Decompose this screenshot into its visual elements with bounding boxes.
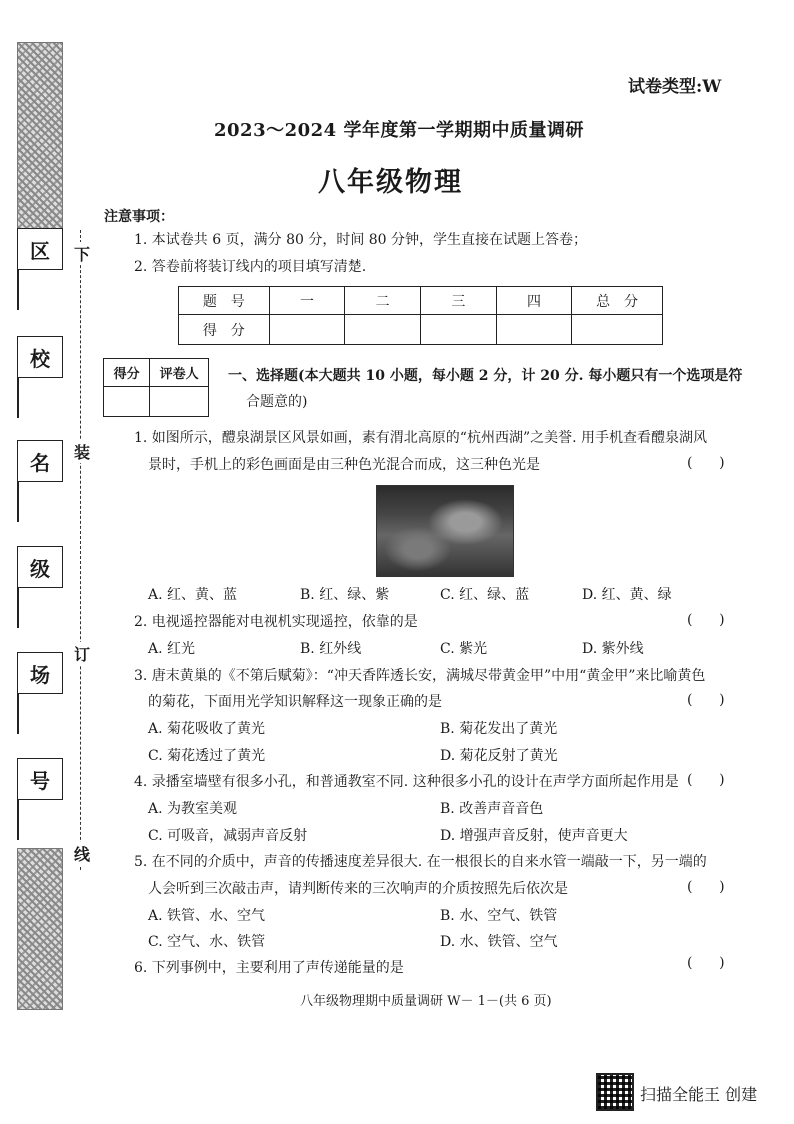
scanner-watermark: 扫描全能王 创建 (640, 1085, 758, 1104)
binding-word-order: 订 (72, 642, 92, 665)
q3-option-c: C. 菊花透过了黄光 (148, 748, 266, 764)
page-title: 八年级物理 (318, 167, 463, 198)
answer-blank-5[interactable]: ( ) (687, 879, 725, 895)
score-table-header: 三 (420, 287, 496, 315)
paper-type: 试卷类型:W (628, 77, 722, 97)
binding-word-line: 线 (72, 842, 92, 865)
q3-option-b: B. 菊花发出了黄光 (440, 721, 558, 737)
binding-label-class: 级 (17, 546, 63, 588)
question-1-text: 景时，手机上的彩色画面是由三种色光混合而成，这三种色光是 (148, 457, 540, 473)
answer-blank-6[interactable]: ( ) (687, 955, 725, 971)
score-table-header: 二 (345, 287, 421, 315)
question-3-text: 3. 唐末黄巢的《不第后赋菊》：“冲天香阵透长安，满城尽带黄金甲”中用“黄金甲”来比喻黄色 (134, 668, 706, 684)
q2-option-b: B. 红外线 (300, 641, 362, 657)
grader-name-label: 评卷人 (150, 359, 209, 387)
binding-pattern-bottom (17, 848, 63, 1010)
q2-option-a: A. 红光 (148, 641, 196, 657)
answer-blank-3[interactable]: ( ) (687, 692, 725, 708)
binding-label-name: 名 (17, 440, 63, 482)
score-cell[interactable] (269, 315, 345, 345)
score-table-header: 题 号 (179, 287, 270, 315)
q5-option-c: C. 空气、水、铁管 (148, 934, 266, 950)
q1-option-b: B. 红、绿、紫 (300, 587, 390, 603)
question-5-text: 人会听到三次敲击声，请判断传来的三次响声的介质按照先后依次是 (148, 881, 568, 897)
score-cell[interactable] (420, 315, 496, 345)
q2-option-c: C. 紫光 (440, 641, 488, 657)
q4-option-c: C. 可吸音，减弱声音反射 (148, 828, 308, 844)
binding-label-school: 校 (17, 336, 63, 378)
score-cell[interactable] (496, 315, 572, 345)
score-table-row-label: 得 分 (179, 315, 270, 345)
q4-option-b: B. 改善声音音色 (440, 801, 544, 817)
question-3-text: 的菊花，下面用光学知识解释这一现象正确的是 (148, 694, 442, 710)
binding-line (17, 270, 19, 310)
score-table (178, 286, 663, 345)
page-footer: 八年级物理期中质量调研 W－ 1－(共 6 页) (300, 994, 552, 1009)
q1-option-a: A. 红、黄、蓝 (148, 587, 238, 603)
q1-option-d: D. 红、黄、绿 (582, 587, 672, 603)
question-2-text: 2. 电视遥控器能对电视机实现遥控，依靠的是 (134, 614, 418, 630)
score-table-header: 一 (269, 287, 345, 315)
binding-line (17, 588, 19, 628)
q1-option-c: C. 红、绿、蓝 (440, 587, 530, 603)
grader-score-label: 得分 (104, 359, 150, 387)
binding-word-install: 装 (72, 440, 92, 463)
section-heading: 一、选择题(本大题共 10 小题，每小题 2 分，计 20 分. 每小题只有一个选项是符 (228, 368, 743, 384)
q5-option-b: B. 水、空气、铁管 (440, 908, 558, 924)
answer-blank-2[interactable]: ( ) (687, 612, 725, 628)
q4-option-d: D. 增强声音反射，使声音更大 (440, 828, 628, 844)
score-table-header: 总 分 (572, 287, 663, 315)
binding-label-district: 区 (17, 228, 63, 270)
binding-pattern-top (17, 42, 63, 229)
q2-option-d: D. 紫外线 (582, 641, 644, 657)
section-heading-continued: 合题意的) (246, 394, 308, 410)
question-5-text: 5. 在不同的介质中，声音的传播速度差异很大. 在一根很长的自来水管一端敲一下，另一端的 (134, 854, 707, 870)
binding-label-exam-room: 场 (17, 652, 63, 694)
binding-word-below: 下 (72, 242, 92, 265)
binding-line (17, 482, 19, 522)
qr-code-icon (596, 1073, 634, 1111)
grader-name-cell[interactable] (150, 387, 209, 417)
q5-option-d: D. 水、铁管、空气 (440, 934, 558, 950)
answer-blank-1[interactable]: ( ) (687, 455, 725, 471)
score-table-header: 四 (496, 287, 572, 315)
score-cell[interactable] (572, 315, 663, 345)
grader-score-cell[interactable] (104, 387, 150, 417)
q5-option-a: A. 铁管、水、空气 (148, 908, 266, 924)
question-1-text: 1. 如图所示，醴泉湖景区风景如画，素有渭北高原的“杭州西湖”之美誉. 用手机查看醴泉湖风 (134, 430, 708, 446)
answer-blank-4[interactable]: ( ) (687, 772, 725, 788)
q3-option-a: A. 菊花吸收了黄光 (148, 721, 266, 737)
binding-label-number: 号 (17, 758, 63, 800)
grader-box (103, 358, 209, 417)
note-item: 1. 本试卷共 6 页，满分 80 分，时间 80 分钟，学生直接在试题上答卷； (134, 232, 588, 248)
score-cell[interactable] (345, 315, 421, 345)
question-4-text: 4. 录播室墙壁有很多小孔，和普通教室不同. 这种很多小孔的设计在声学方面所起作用是 (134, 774, 679, 790)
lake-photo (376, 485, 514, 577)
binding-line (17, 800, 19, 840)
q3-option-d: D. 菊花反射了黄光 (440, 748, 558, 764)
binding-line (17, 694, 19, 734)
question-6-text: 6. 下列事例中，主要利用了声传递能量的是 (134, 960, 404, 976)
binding-line (17, 378, 19, 418)
binding-dashed-line (80, 230, 81, 870)
notes-heading: 注意事项： (104, 209, 174, 225)
note-item: 2. 答卷前将装订线内的项目填写清楚. (134, 259, 367, 275)
q4-option-a: A. 为教室美观 (148, 801, 238, 817)
exam-term: 2023～2024 学年度第一学期期中质量调研 (214, 120, 584, 141)
